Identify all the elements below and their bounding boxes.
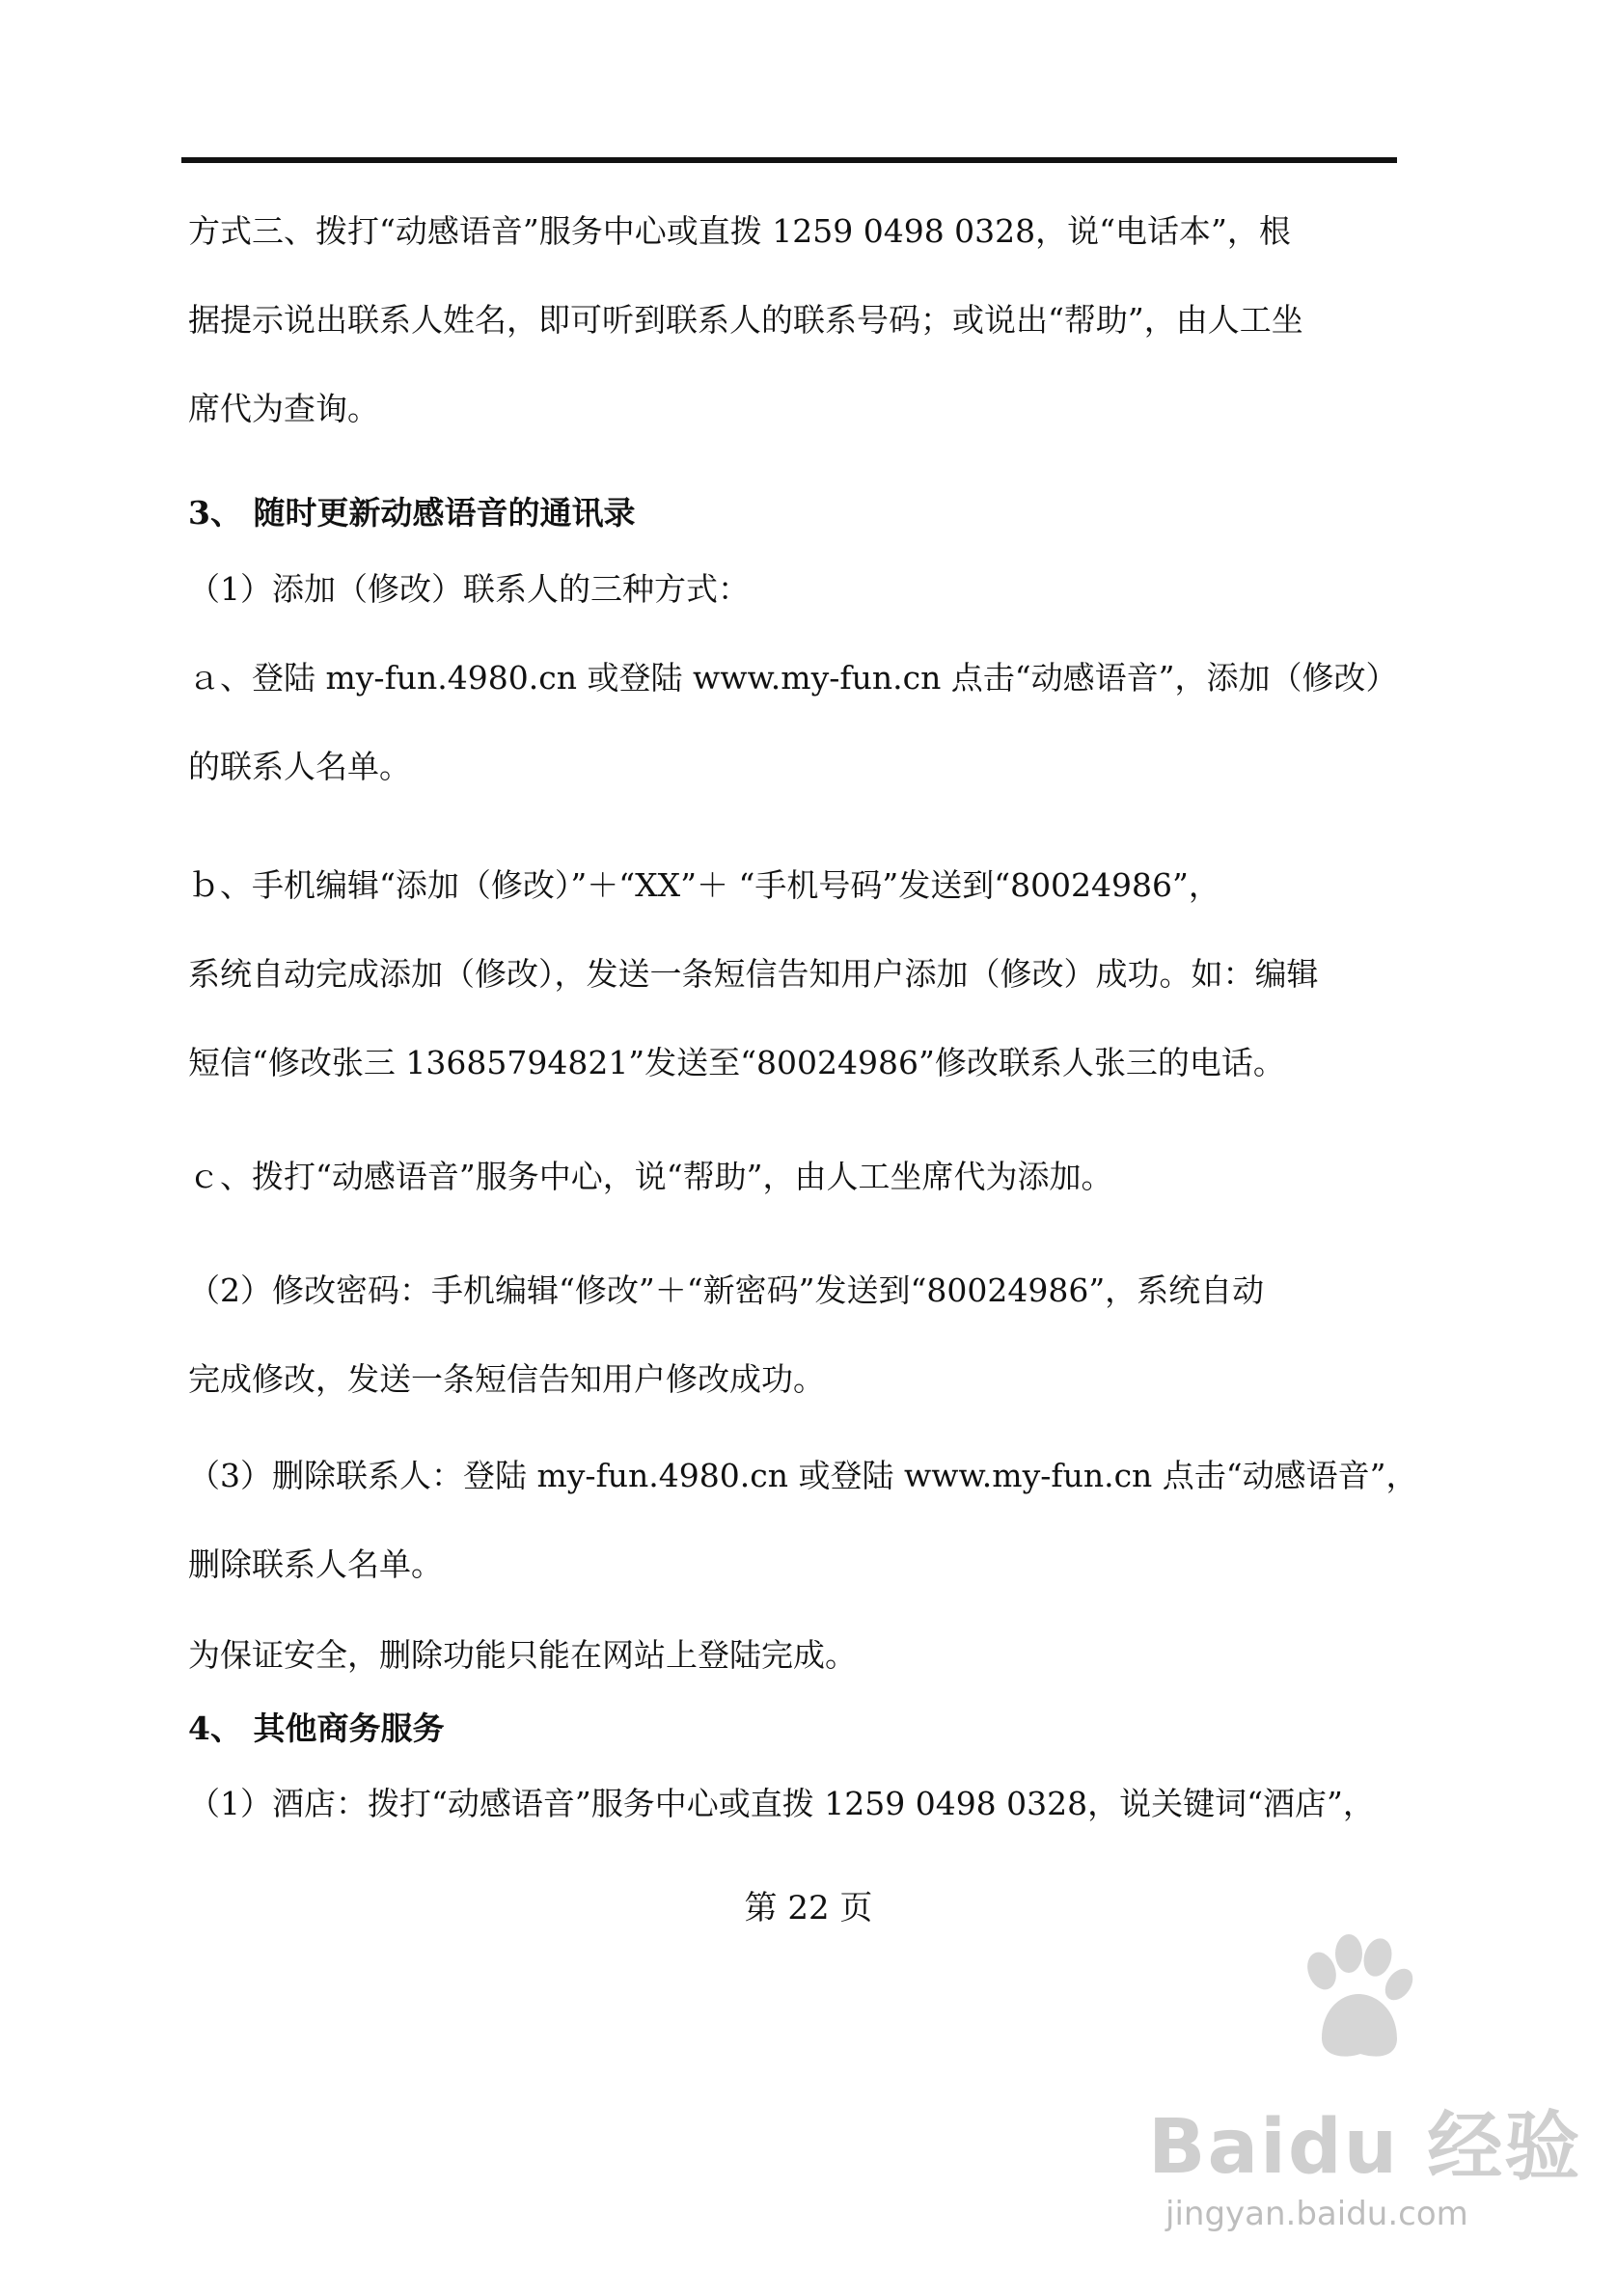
paragraph-line: 的联系人名单。 bbox=[188, 748, 411, 785]
section-heading: 3、 随时更新动感语音的通讯录 bbox=[188, 494, 636, 532]
paragraph-line: ｂ、手机编辑“添加（修改）”＋“XX”＋ “手机号码”发送到“80024986”， bbox=[188, 866, 1220, 904]
paragraph-line: 为保证安全，删除功能只能在网站上登陆完成。 bbox=[188, 1636, 857, 1674]
baidu-watermark bbox=[1148, 1925, 1582, 2272]
page-number: 第 22 页 bbox=[744, 1889, 873, 1927]
header-rule bbox=[181, 157, 1397, 163]
section-heading: 4、 其他商务服务 bbox=[188, 1709, 445, 1747]
paragraph-line: 短信“修改张三 13685794821”发送至“80024986”修改联系人张三的电话。 bbox=[188, 1044, 1285, 1081]
paragraph-line: 系统自动完成添加（修改），发送一条短信告知用户添加（修改）成功。如：编辑 bbox=[188, 955, 1319, 993]
paw-logo-icon bbox=[1283, 1925, 1428, 2069]
paragraph-line: 据提示说出联系人姓名，即可听到联系人的联系号码；或说出“帮助”，由人工坐 bbox=[188, 301, 1303, 339]
paragraph-line: （2）修改密码：手机编辑“修改”＋“新密码”发送到“80024986”，系统自动 bbox=[188, 1271, 1265, 1309]
paragraph-line: 删除联系人名单。 bbox=[188, 1545, 443, 1583]
paragraph-line: 席代为查询。 bbox=[188, 390, 379, 427]
paragraph-line: （3）删除联系人：登陆 my-fun.4980.cn 或登陆 www.my-fun.cn 点击“动感语音”， bbox=[188, 1457, 1418, 1494]
paragraph-line: ａ、登陆 my-fun.4980.cn 或登陆 www.my-fun.cn 点击“动感语音”，添加（修改） bbox=[188, 659, 1398, 697]
paragraph-line: 完成修改，发送一条短信告知用户修改成功。 bbox=[188, 1360, 825, 1398]
paragraph-line: ｃ、拨打“动感语音”服务中心，说“帮助”，由人工坐席代为添加。 bbox=[188, 1158, 1113, 1195]
paragraph-line: （1）添加（修改）联系人的三种方式： bbox=[188, 570, 750, 608]
watermark-url: jingyan.baidu.com bbox=[1165, 2195, 1468, 2233]
watermark-brand: Baidu 经验 bbox=[1148, 2104, 1582, 2191]
paragraph-line: 方式三、拨打“动感语音”服务中心或直拨 1259 0498 0328，说“电话本”，根 bbox=[188, 212, 1291, 250]
paragraph-line: （1）酒店：拨打“动感语音”服务中心或直拨 1259 0498 0328，说关键词“酒店”， bbox=[188, 1785, 1375, 1822]
